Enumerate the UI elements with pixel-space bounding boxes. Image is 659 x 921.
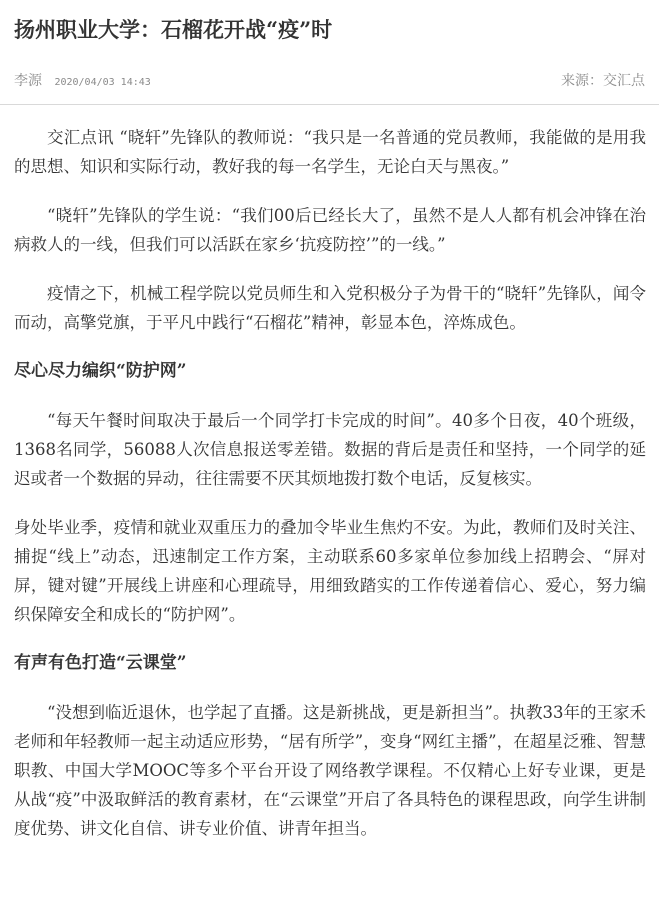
article-title: 扬州职业大学：石榴花开战“疫”时 xyxy=(14,17,333,42)
source-label: 来源：交汇点 xyxy=(561,73,645,89)
article-body xyxy=(14,123,646,863)
paragraph-6: “没想到临近退休，也学起了直播。这是新挑战，更是新担当”。执教33年的王家禾老师和年轻教师一起主动适应形势，“居有所学”，变身“网红主播”，在超星泛雅、智慧职教、中国大学MOOC等多个平台开设了网络教学课程。不仅精心上好专业课，更是从战“疫”中汲取鲜活的教育素材，在“云课堂”开启了各具特色的课程思政，向学生讲制度优势、讲文化自信、讲专业价值、讲青年担当。 xyxy=(14,703,646,838)
paragraph-5: 身处毕业季，疫情和就业双重压力的叠加令毕业生焦灼不安。为此，教师们及时关注、捕捉“线上”动态，迅速制定工作方案，主动联系60多家单位参加线上招聘会、“屏对屏，键对键”开展线上讲座和心理疏导，用细致踏实的工作传递着信心、爱心，努力编织保障安全和成长的“防护网”。 xyxy=(14,518,646,624)
paragraph-2: “晓轩”先锋队的学生说：“我们00后已经长大了，虽然不是人人都有机会冲锋在治病救人的一线，但我们可以活跃在家乡‘抗疫防控’”的一线。” xyxy=(14,206,646,254)
author-name: 李源 xyxy=(14,73,42,89)
section-heading-cloud-classroom: 有声有色打造“云课堂” xyxy=(14,653,187,673)
paragraph-1: 交汇点讯 “晓轩”先锋队的教师说：“我只是一名普通的党员教师，我能做的是用我的思想、知识和实际行动，教好我的每一名学生，无论白天与黑夜。” xyxy=(14,128,646,176)
article-meta xyxy=(14,68,645,94)
section-heading-protection-net: 尽心尽力编织“防护网” xyxy=(14,361,187,381)
header-divider xyxy=(0,104,659,105)
paragraph-3: 疫情之下，机械工程学院以党员师生和入党积极分子为骨干的“晓轩”先锋队，闻令而动，高擎党旗，于平凡中践行“石榴花”精神，彰显本色，淬炼成色。 xyxy=(14,284,646,332)
publish-date: 2020/04/03 14:43 xyxy=(54,77,151,88)
paragraph-4: “每天午餐时间取决于最后一个同学打卡完成的时间”。40多个日夜，40个班级，1368名同学，56088人次信息报送零差错。数据的背后是责任和坚持，一个同学的延迟或者一个数据的异动，往往需要不厌其烦地拨打数个电话，反复核实。 xyxy=(14,411,646,488)
